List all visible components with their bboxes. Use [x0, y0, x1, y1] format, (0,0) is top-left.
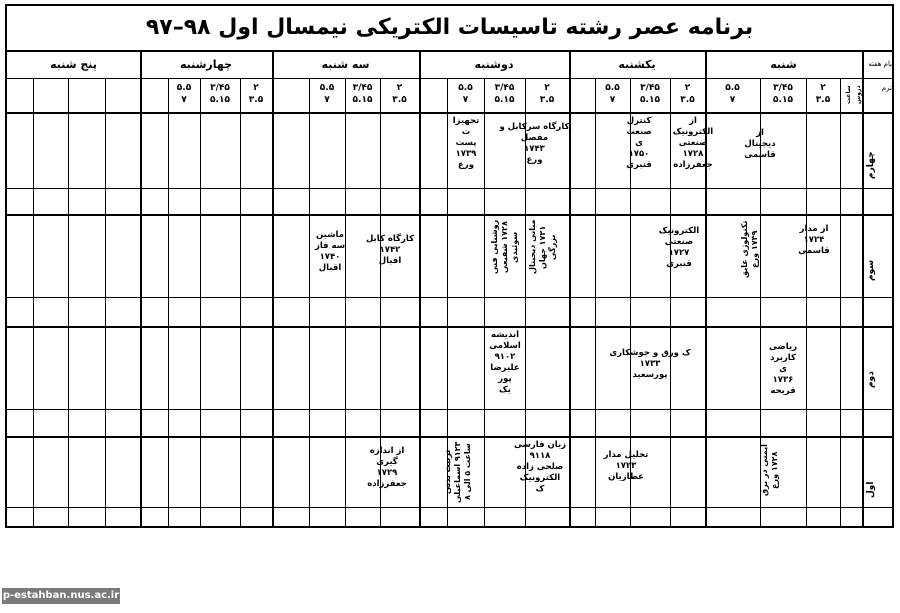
divider	[140, 50, 142, 526]
day-saturday: شنبه	[770, 58, 797, 71]
slot-2-label: ۳/۴۵ ۵.۱۵	[494, 83, 515, 105]
slot-2-label: ۳/۴۵ ۵.۱۵	[210, 83, 230, 105]
slot-3-label: ۵.۵ ۷	[458, 83, 473, 105]
divider	[168, 78, 169, 526]
course-cell: از مدار ۱۷۲۴ قاسمی	[798, 224, 830, 256]
slot-3-label: ۵.۵ ۷	[725, 83, 740, 105]
term-1-label: اول	[866, 481, 876, 499]
course-cell: از دیجیتال قاسمی	[744, 128, 776, 160]
divider	[68, 78, 69, 526]
course-cell: زبان فارسی ۹۱۱۸ صلحی زاده الکترونیک ک	[513, 440, 567, 494]
slot-2-label: ۳/۴۵ ۵.۱۵	[352, 83, 373, 105]
slot-1-label: ۲ ۳.۵	[392, 83, 407, 105]
hour-label: ساعت دروس	[845, 85, 862, 105]
divider	[862, 50, 864, 526]
divider	[309, 78, 310, 526]
day-sunday: یکشنبه	[618, 58, 656, 71]
course-cell: روشنایی فنی ۱۷۲۸ شفیعی سوئیدی	[490, 219, 519, 275]
course-cell: ایمنی در برق ۱۷۲۸ ورع	[760, 444, 779, 496]
slot-3-label: ۵.۵ ۷	[319, 83, 335, 105]
divider	[105, 78, 106, 526]
divider	[272, 50, 274, 526]
course-cell: مبانی دیجیتال ۱۷۳۱ جهان بزرگی	[528, 219, 557, 275]
website-watermark[interactable]: p-estahban.nus.ac.ir	[2, 588, 120, 604]
term-label: ترم	[881, 84, 892, 92]
course-cell: کارگاه سرکابل و مفصل ۱۷۴۳ ورع	[499, 122, 570, 165]
course-cell: تربیت بدنی ۹۱۲۳ اسماعیلی ساعت ۵ الی ۸	[443, 441, 472, 503]
course-cell: ک ورق و جوشکاری ۱۷۳۳ پورسعید	[609, 348, 691, 380]
course-cell: ماشین سه فاز ۱۷۴۰ اقبال	[314, 230, 346, 273]
day-tuesday: سه شنبه	[321, 58, 370, 71]
slot-2-label: ۳/۴۵ ۵.۱۵	[640, 83, 660, 105]
slot-3-label: ۵.۵ ۷	[176, 83, 192, 105]
course-cell: الکترونیک صنعتی ۱۷۲۷ قنبری	[658, 226, 700, 269]
divider	[840, 78, 841, 526]
course-cell: از اندازه گیری ۱۷۲۹ جعفرزاده	[367, 446, 407, 489]
slot-1-label: ۲ ۳.۵	[248, 83, 264, 105]
course-cell: تکنولوژی عایق ۱۷۴۹ ورع	[740, 220, 759, 278]
term-2-label: دوم	[866, 371, 876, 389]
course-cell: اندیشه اسلامی ۹۱۰۲ علیرضا پور یک	[489, 330, 521, 395]
day-wednesday: چهارشنبه	[179, 58, 233, 71]
day-thursday: پنج شنبه	[50, 58, 97, 71]
divider	[200, 78, 201, 526]
day-monday: دوشنبه	[474, 58, 514, 71]
course-cell: کارگاه کابل ۱۷۴۲ اقبال	[365, 234, 415, 266]
course-cell: کنترل صنعت ی ۱۷۵۰ قنبری	[626, 116, 652, 170]
divider	[419, 50, 421, 526]
slot-1-label: ۲ ۳.۵	[539, 83, 555, 105]
divider	[240, 78, 241, 526]
slot-1-label: ۲ ۳.۵	[680, 83, 695, 105]
course-cell: تحلیل مدار ۱۷۲۳ عطاریان	[603, 450, 649, 482]
page-title: برنامه عصر رشته تاسیسات الکتریکی نیمسال اول ۹۸–۹۷	[145, 15, 754, 40]
course-cell: ریاضی کاربرد ی ۱۷۳۶ قریحه	[768, 342, 798, 396]
term-4-label: چهارم	[866, 151, 876, 179]
divider	[33, 78, 34, 526]
slot-3-label: ۵.۵ ۷	[605, 83, 620, 105]
slot-1-label: ۲ ۳.۵	[815, 83, 831, 105]
course-cell: از الکترونیک صنعتی ۱۷۲۸ جعفرزاده	[672, 116, 714, 170]
week-days-label: ایام هفته	[868, 60, 894, 68]
term-3-label: سوم	[866, 259, 876, 281]
divider	[806, 78, 807, 526]
divider	[345, 78, 346, 526]
course-cell: تجهیزا ت پست ۱۷۳۹ ورع	[452, 116, 480, 170]
slot-2-label: ۳/۴۵ ۵.۱۵	[773, 83, 793, 105]
